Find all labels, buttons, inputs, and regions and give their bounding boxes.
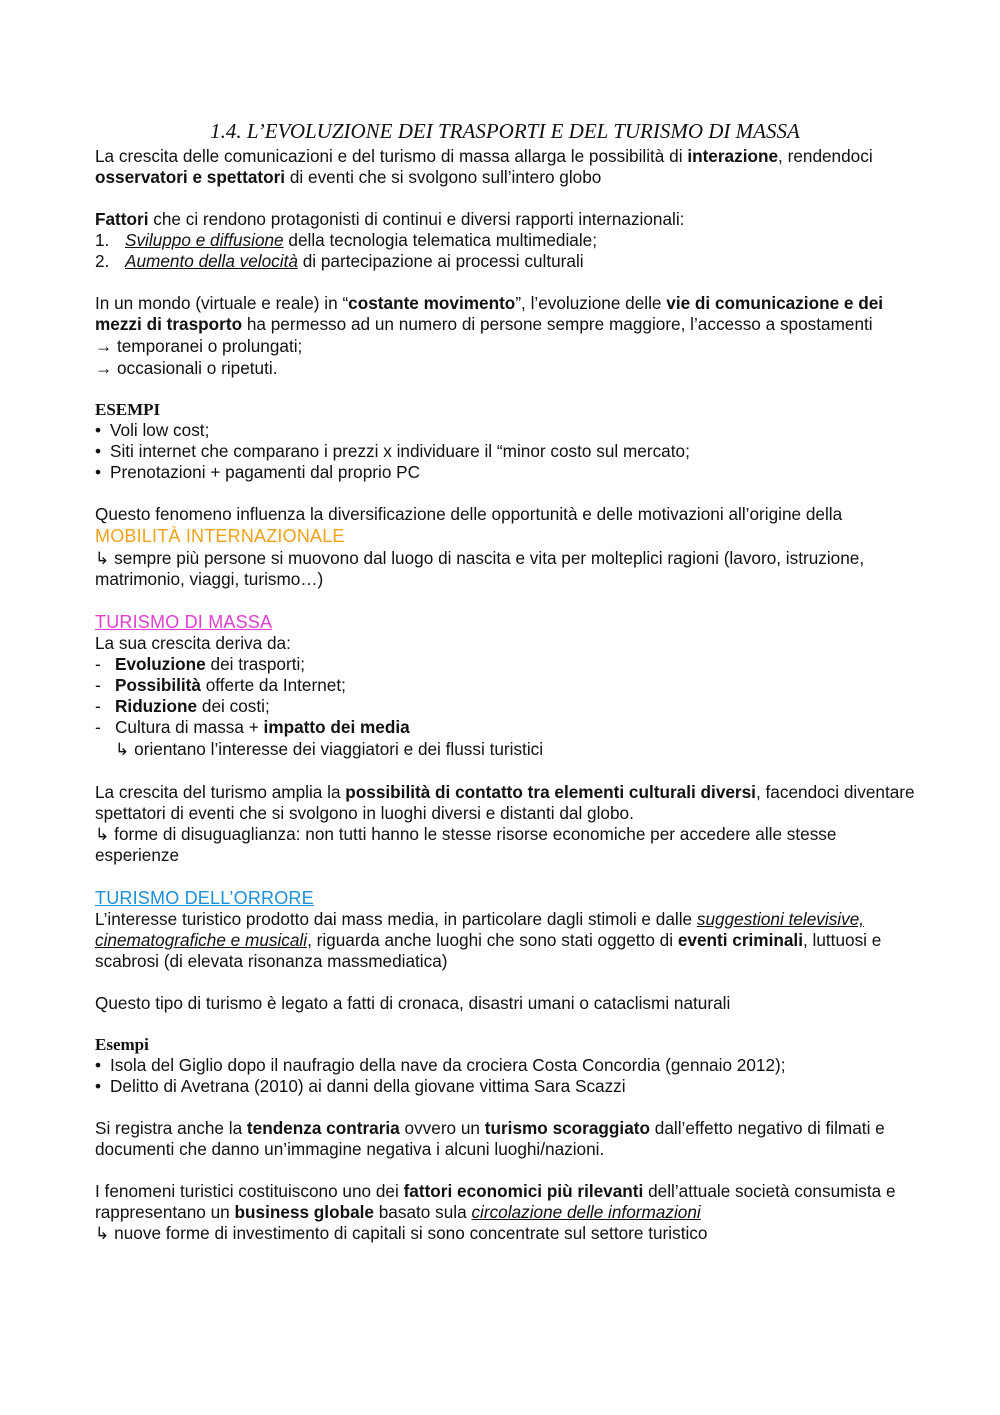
arrow-line: ↳ orientano l’interesse dei viaggiatori e dei flussi turistici — [115, 739, 544, 759]
list-item: • Voli low cost; — [95, 420, 210, 440]
bold-term: business globale — [234, 1202, 374, 1222]
bold-term: vie di comunicazione e dei mezzi di trasporto — [95, 293, 884, 334]
section-heading-turismo-massa: TURISMO DI MASSA — [95, 612, 273, 632]
orrore-paragraph: L’interesse turistico prodotto dai mass media, in particolare dagli stimoli e dalle suggestioni televisive, cinematografiche e musicali, riguarda anche luoghi che sono stati oggetto di eventi criminali, luttuosi e scabrosi (di elevata risonanza massmediatica) — [95, 909, 882, 971]
bullet-icon: • — [95, 1076, 102, 1096]
list-item: - Riduzione dei costi; — [95, 696, 270, 716]
list-item: • Isola del Giglio dopo il naufragio della nave da crociera Costa Concordia (gennaio 2012); — [95, 1055, 786, 1075]
arrow-line: → occasionali o ripetuti. — [95, 358, 278, 378]
list-item: • Delitto di Avetrana (2010) ai danni della giovane vittima Sara Scazzi — [95, 1076, 626, 1096]
turismo-massa-intro: La sua crescita deriva da: — [95, 633, 291, 653]
list-item: • Prenotazioni + pagamenti dal proprio PC — [95, 462, 421, 482]
underlined-term: Aumento della velocità — [125, 251, 298, 271]
underlined-term: circolazione delle informazioni — [471, 1202, 701, 1222]
list-item: - Cultura di massa + impatto dei media — [95, 717, 410, 737]
cronaca-paragraph: Questo tipo di turismo è legato a fatti di cronaca, disastri umani o cataclismi naturali — [95, 993, 731, 1013]
list-item: - Possibilità offerte da Internet; — [95, 675, 346, 695]
underlined-term: suggestioni televisive, cinematografiche e musicali — [95, 909, 865, 950]
movimento-paragraph: In un mondo (virtuale e reale) in “costante movimento”, l’evoluzione delle vie di comunicazione e dei mezzi di trasporto ha permesso ad un numero di persone sempre maggiore, l’accesso a spostamenti — [95, 293, 884, 334]
bold-term: fattori economici più rilevanti — [403, 1181, 644, 1201]
page-title: 1.4. L’EVOLUZIONE DEI TRASPORTI E DEL TURISMO DI MASSA — [210, 119, 800, 143]
fattori-paragraph: Fattori che ci rendono protagonisti di continui e diversi rapporti internazionali: — [95, 209, 685, 229]
arrow-line: ↳ sempre più persone si muovono dal luogo di nascita e vita per molteplici ragioni (lavoro, istruzione, matrimonio, viaggi, turismo…) — [95, 548, 865, 589]
bold-term: interazione — [687, 146, 779, 166]
arrow-line: ↳ nuove forme di investimento di capitali si sono concentrate sul settore turistico — [95, 1223, 708, 1243]
contraria-paragraph: Si registra anche la tendenza contraria ovvero un turismo scoraggiato dall’effetto negativo di filmati e documenti che danno un’immagine negativa i alcuni luoghi/nazioni. — [95, 1118, 885, 1159]
numbered-item: 2. Aumento della velocità di partecipazione ai processi culturali — [95, 251, 584, 271]
underlined-term: Sviluppo e diffusione — [125, 230, 284, 250]
numbered-item: 1. Sviluppo e diffusione della tecnologia telematica multimediale; — [95, 230, 597, 250]
list-item: - Evoluzione dei trasporti; — [95, 654, 306, 674]
section-heading-esempi: Esempi — [95, 1035, 149, 1054]
section-heading-esempi: ESEMPI — [95, 400, 161, 419]
bold-term: turismo scoraggiato — [484, 1118, 650, 1138]
bold-term: tendenza contraria — [246, 1118, 400, 1138]
mobilita-paragraph: Questo fenomeno influenza la diversificazione delle opportunità e delle motivazioni all’origine della — [95, 504, 843, 524]
fenomeni-paragraph: I fenomeni turistici costituiscono uno dei fattori economici più rilevanti dell’attuale società consumista e rappresentano un business globale basato sula circolazione delle informazioni — [95, 1181, 896, 1222]
bold-term: Fattori — [95, 209, 149, 229]
bold-term: eventi criminali — [677, 930, 803, 950]
contatto-paragraph: La crescita del turismo amplia la possibilità di contatto tra elementi culturali diversi, facendoci diventare spettatori di eventi che si svolgono in luoghi diversi e distanti dal globo. — [95, 782, 915, 823]
bullet-icon: • — [95, 1055, 102, 1075]
bold-term: osservatori e spettatori — [95, 167, 286, 187]
intro-paragraph: La crescita delle comunicazioni e del turismo di massa allarga le possibilità di interazione, rendendoci osservatori e spettatori di eventi che si svolgono sull’intero globo — [95, 146, 873, 187]
section-heading-turismo-orrore: TURISMO DELL’ORRORE — [95, 888, 314, 908]
list-item: • Siti internet che comparano i prezzi x individuare il “minor costo sul mercato; — [95, 441, 690, 461]
arrow-line: → temporanei o prolungati; — [95, 336, 303, 356]
bullet-icon: • — [95, 462, 102, 482]
arrow-line: ↳ forme di disuguaglianza: non tutti hanno le stesse risorse economiche per accedere alle stesse esperienze — [95, 824, 837, 865]
section-heading-mobilita: MOBILITÀ INTERNAZIONALE — [95, 526, 345, 546]
bold-term: costante movimento — [348, 293, 516, 313]
bullet-icon: • — [95, 420, 102, 440]
document-page — [95, 118, 915, 1244]
bold-term: possibilità di contatto tra elementi culturali diversi — [345, 782, 756, 802]
bullet-icon: • — [95, 441, 102, 461]
